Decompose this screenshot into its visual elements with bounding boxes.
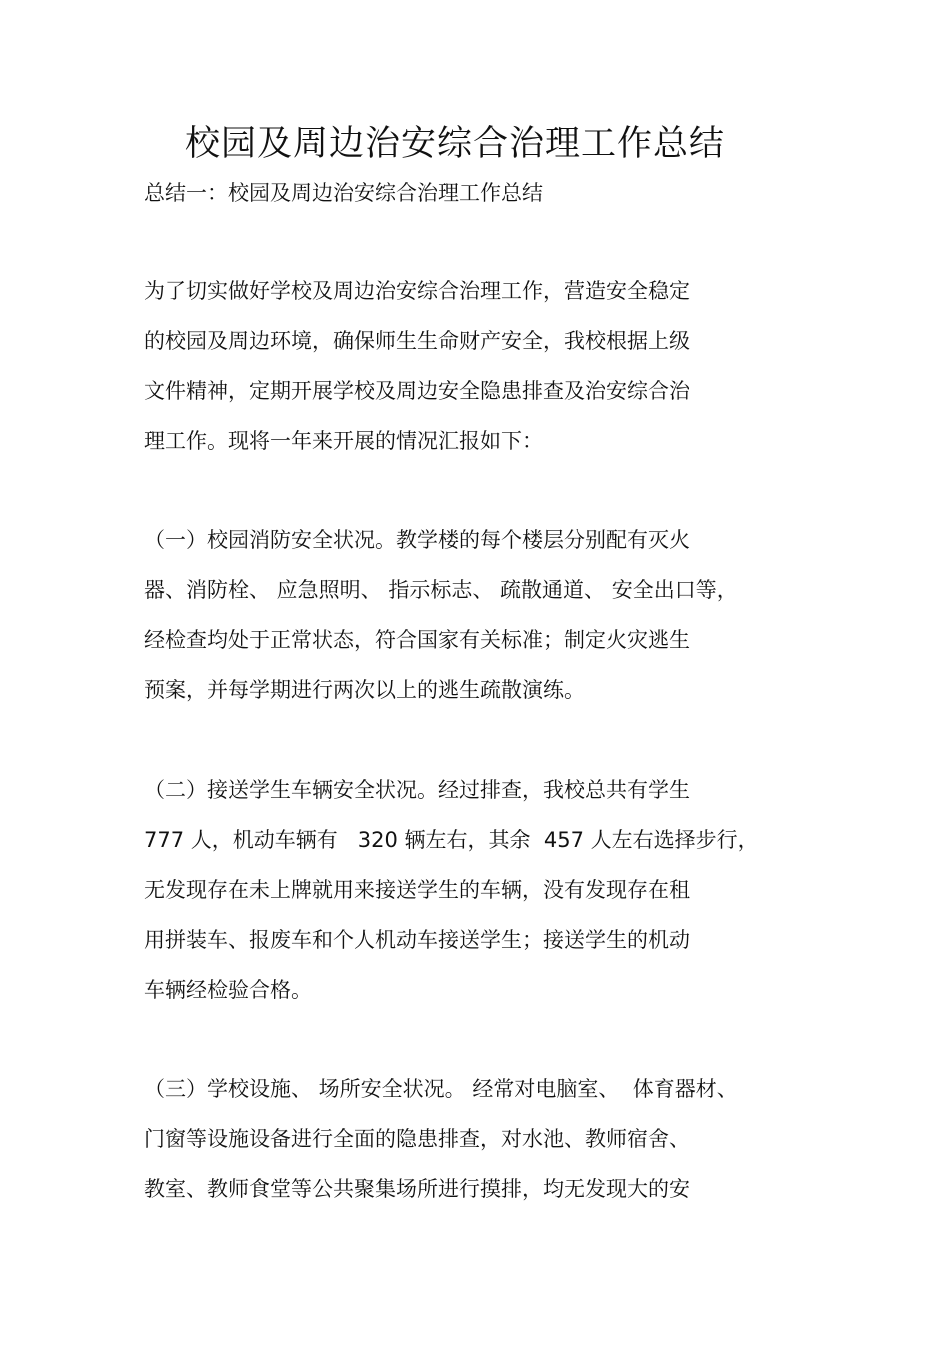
paragraph-line: 车辆经检验合格。 <box>144 978 312 1002</box>
paragraph-line: 预案，并每学期进行两次以上的逃生疏散演练。 <box>144 678 585 702</box>
paragraph-line: 理工作。现将一年来开展的情况汇报如下： <box>144 429 543 453</box>
paragraph-line: 777 人，机动车辆有 320 辆左右，其余 457 人左右选择步行， <box>144 828 759 852</box>
paragraph-line: 门窗等设施设备进行全面的隐患排查，对水池、教师宿舍、 <box>144 1127 690 1151</box>
paragraph-line: 文件精神，定期开展学校及周边安全隐患排查及治安综合治 <box>144 379 690 403</box>
document-subtitle: 总结一：校园及周边治安综合治理工作总结 <box>144 181 543 205</box>
paragraph-line: 的校园及周边环境，确保师生生命财产安全，我校根据上级 <box>144 329 690 353</box>
paragraph-line: 经检查均处于正常状态，符合国家有关标准；制定火灾逃生 <box>144 628 690 652</box>
paragraph-line: （一）校园消防安全状况。教学楼的每个楼层分别配有灭火 <box>144 528 690 552</box>
document-title: 校园及周边治安综合治理工作总结 <box>184 124 725 164</box>
paragraph-line: （三）学校设施、 场所安全状况。 经常对电脑室、 体育器材、 <box>144 1077 738 1101</box>
paragraph-line: 用拼装车、报废车和个人机动车接送学生；接送学生的机动 <box>144 928 690 952</box>
paragraph-line: 无发现存在未上牌就用来接送学生的车辆，没有发现存在租 <box>144 878 690 902</box>
paragraph-line: （二）接送学生车辆安全状况。经过排查，我校总共有学生 <box>144 778 690 802</box>
paragraph-line: 器、消防栓、 应急照明、 指示标志、 疏散通道、 安全出口等， <box>144 578 738 602</box>
paragraph-line: 教室、教师食堂等公共聚集场所进行摸排，均无发现大的安 <box>144 1177 690 1201</box>
paragraph-line: 为了切实做好学校及周边治安综合治理工作，营造安全稳定 <box>144 279 690 303</box>
